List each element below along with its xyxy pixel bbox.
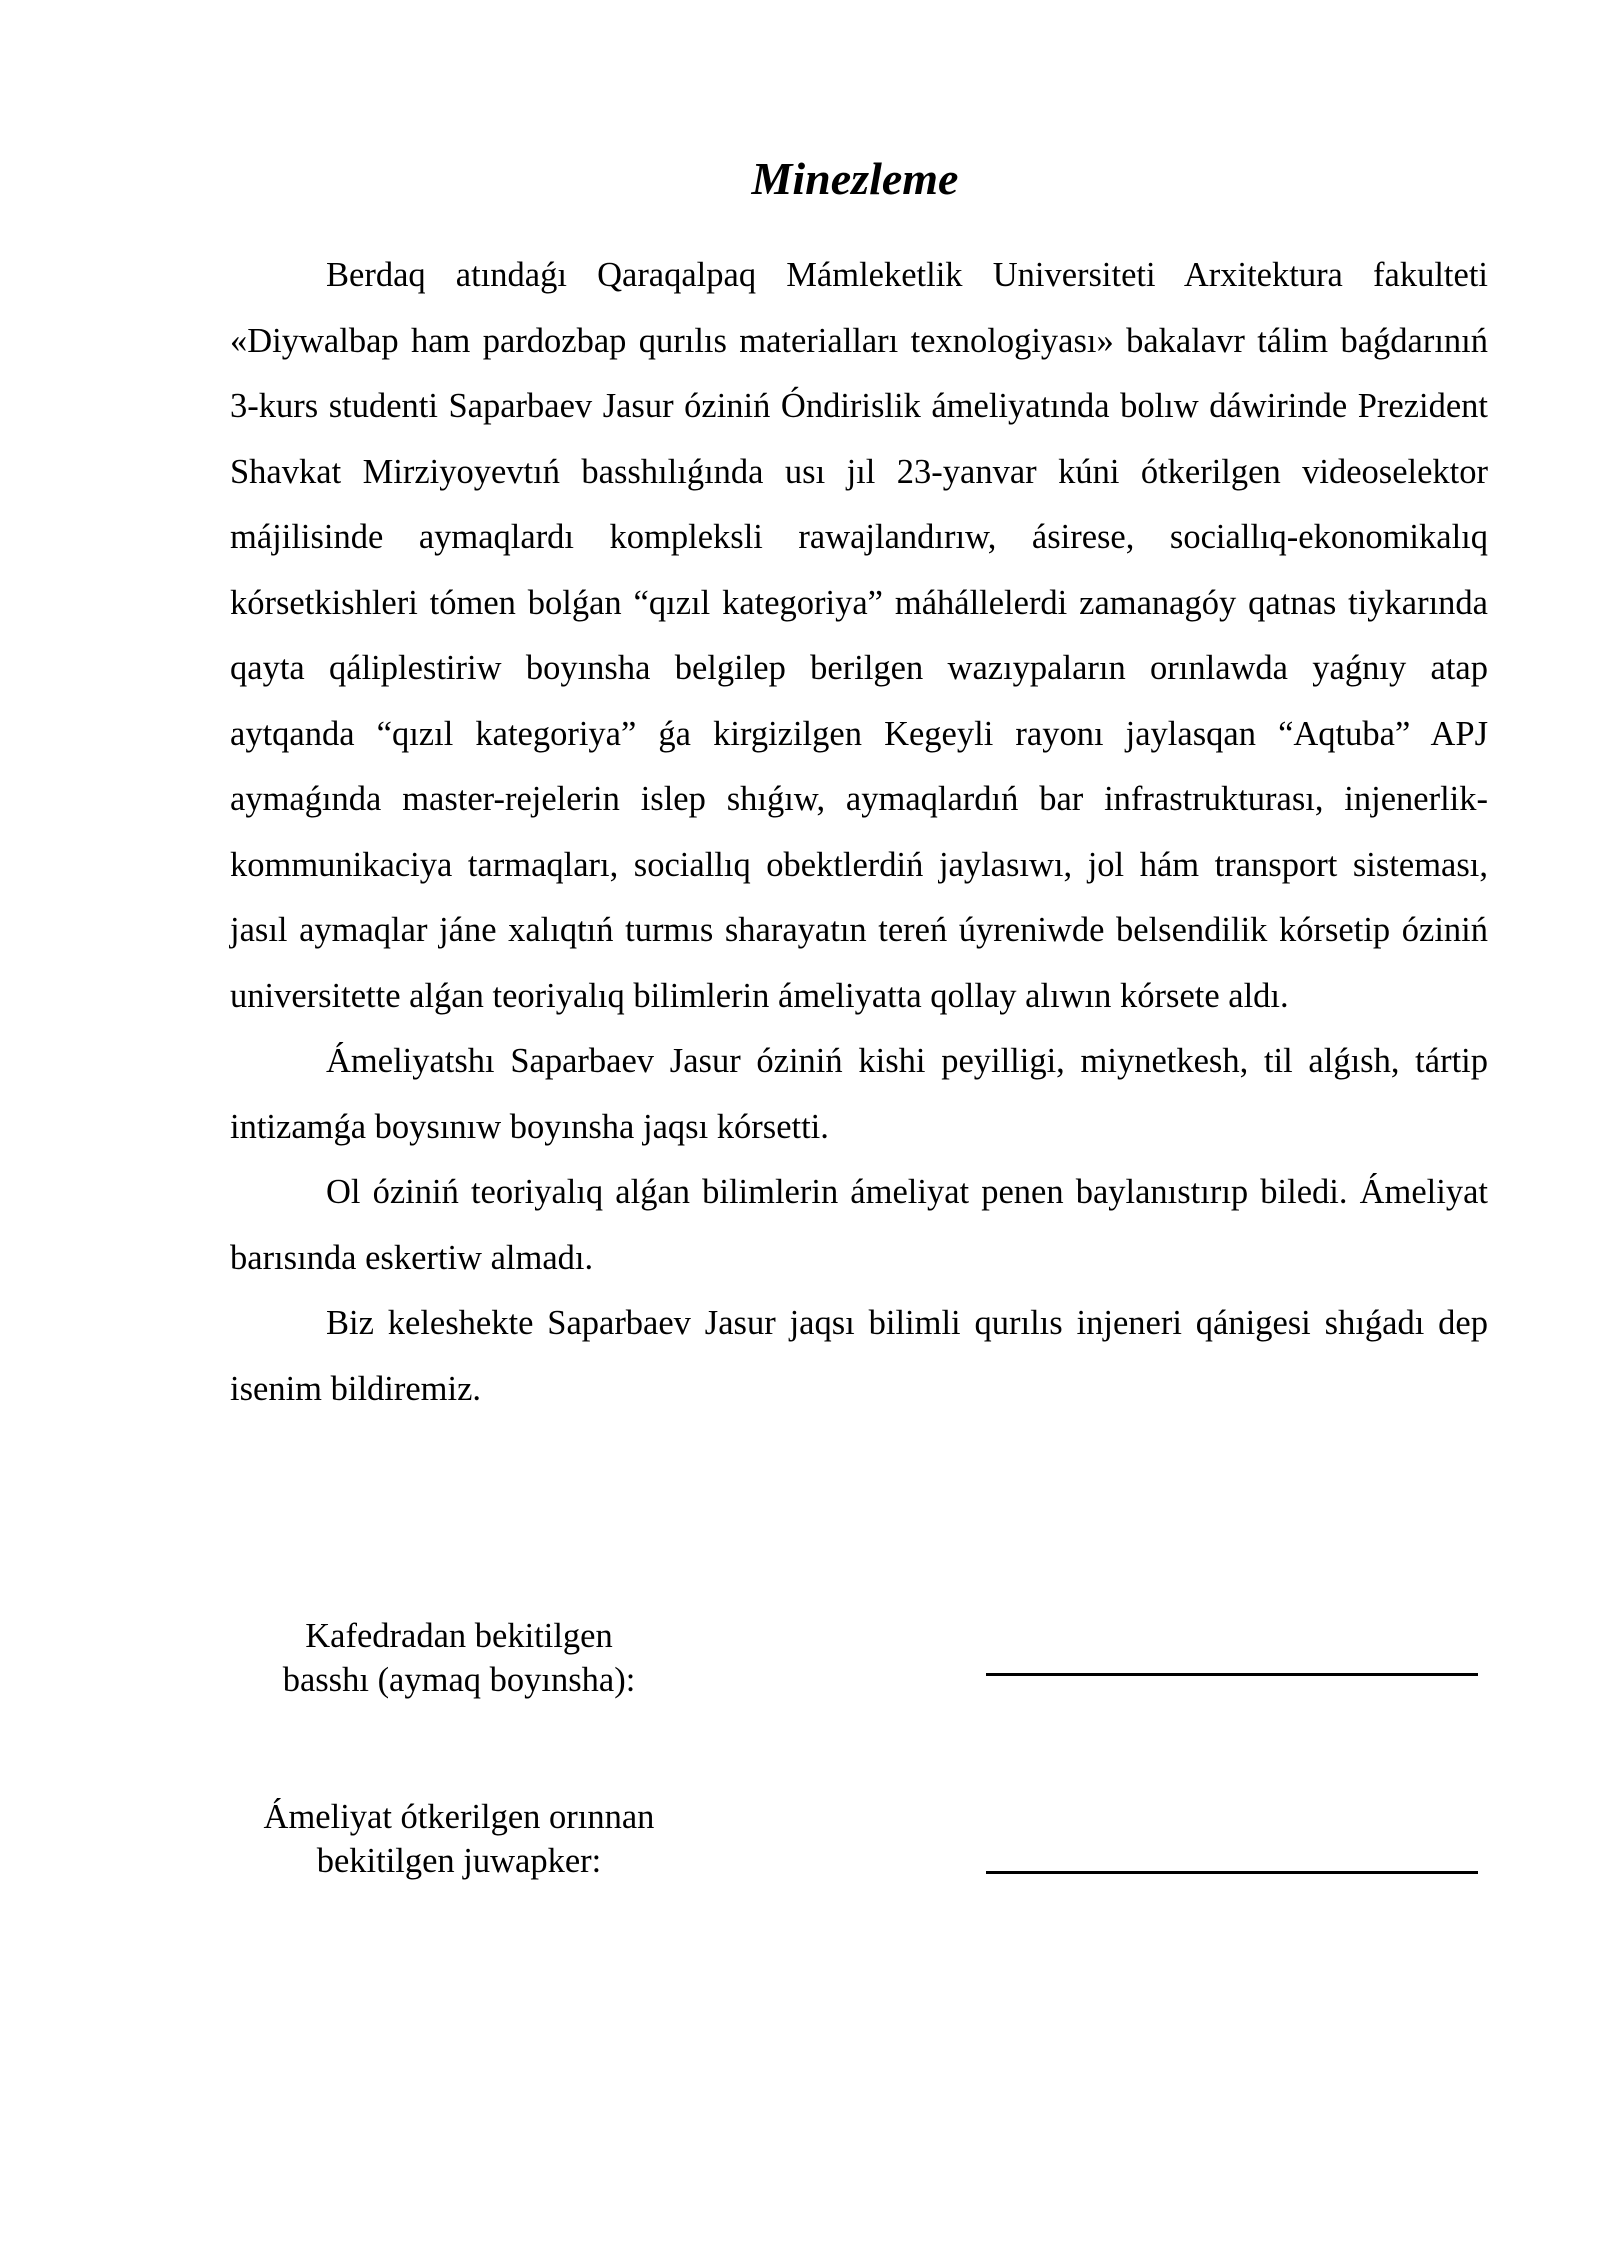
signature-label-line: basshı (aymaq boyınsha): <box>282 1661 636 1699</box>
signature-label-practice-supervisor <box>209 1795 709 1883</box>
signature-label-line: bekitilgen juwapker: <box>316 1842 602 1880</box>
signature-label-line: Ámeliyat ótkerilgen orınnan <box>263 1798 655 1836</box>
paragraph-conclusion: Biz keleshekte Saparbaev Jasur jaqsı bilimli qurılıs injeneri qánigesi shıǵadı dep isenim bildiremiz. <box>230 1304 1488 1408</box>
paragraph-skills: Ol óziniń teoriyalıq alǵan bilimlerin ámeliyat penen baylanıstırıp biledi. Ámeliyat barısında eskertiw almadı. <box>230 1173 1488 1277</box>
paragraph-character: Ámeliyatshı Saparbaev Jasur óziniń kishi peyilligi, miynetkesh, til alǵısh, tártip intizamǵa boysınıw boyınsha jaqsı kórsetti. <box>230 1042 1488 1146</box>
signature-line-department-head[interactable] <box>986 1673 1478 1676</box>
document-body <box>230 243 1488 1422</box>
document-title: Minezleme <box>751 153 959 204</box>
paragraph-main: Berdaq atındaǵı Qaraqalpaq Mámleketlik Universiteti Arxitektura fakulteti «Diywalbap ham pardozbap qurılıs materialları texnologiyası» bakalavr tálim baǵdarınıń 3-kurs studenti Saparbaev Jasur óziniń Óndirislik ámeliyatında bolıw dáwirinde Prezident Shavkat Mirziyoyevtıń basshılıǵında usı jıl 23-yanvar kúni ótkerilgen videoselektor májilisinde aymaqlardı kompleksli rawajlandırıw, ásirese, sociallıq-ekonomikalıq kórsetkishleri tómen bolǵan “qızıl kategoriya” máhállelerdi zamanagóy qatnas tiykarında qayta qáliplestiriw boyınsha belgilep berilgen wazıypaların orınlawda yaǵnıy atap aytqanda “qızıl kategoriya” ǵa kirgizilgen Kegeyli rayonı jaylasqan “Aqtuba” APJ aymaǵında master-rejelerin islep shıǵıw, aymaqlardıń bar infrastrukturası, injenerlik-kommunikaciya tarmaqları, sociallıq obektlerdiń jaylasıwı, jol hám transport sisteması, jasıl aymaqlar jáne xalıqtıń turmıs sharayatın tereń úyreniwde belsendilik kórsetip óziniń universitette alǵan teoriyalıq bilimlerin ámeliyatta qollay alıwın kórsete aldı. <box>230 256 1488 1015</box>
signature-line-practice-supervisor[interactable] <box>986 1871 1478 1874</box>
signature-label-department-head <box>209 1614 709 1702</box>
signature-label-line: Kafedradan bekitilgen <box>305 1617 613 1655</box>
